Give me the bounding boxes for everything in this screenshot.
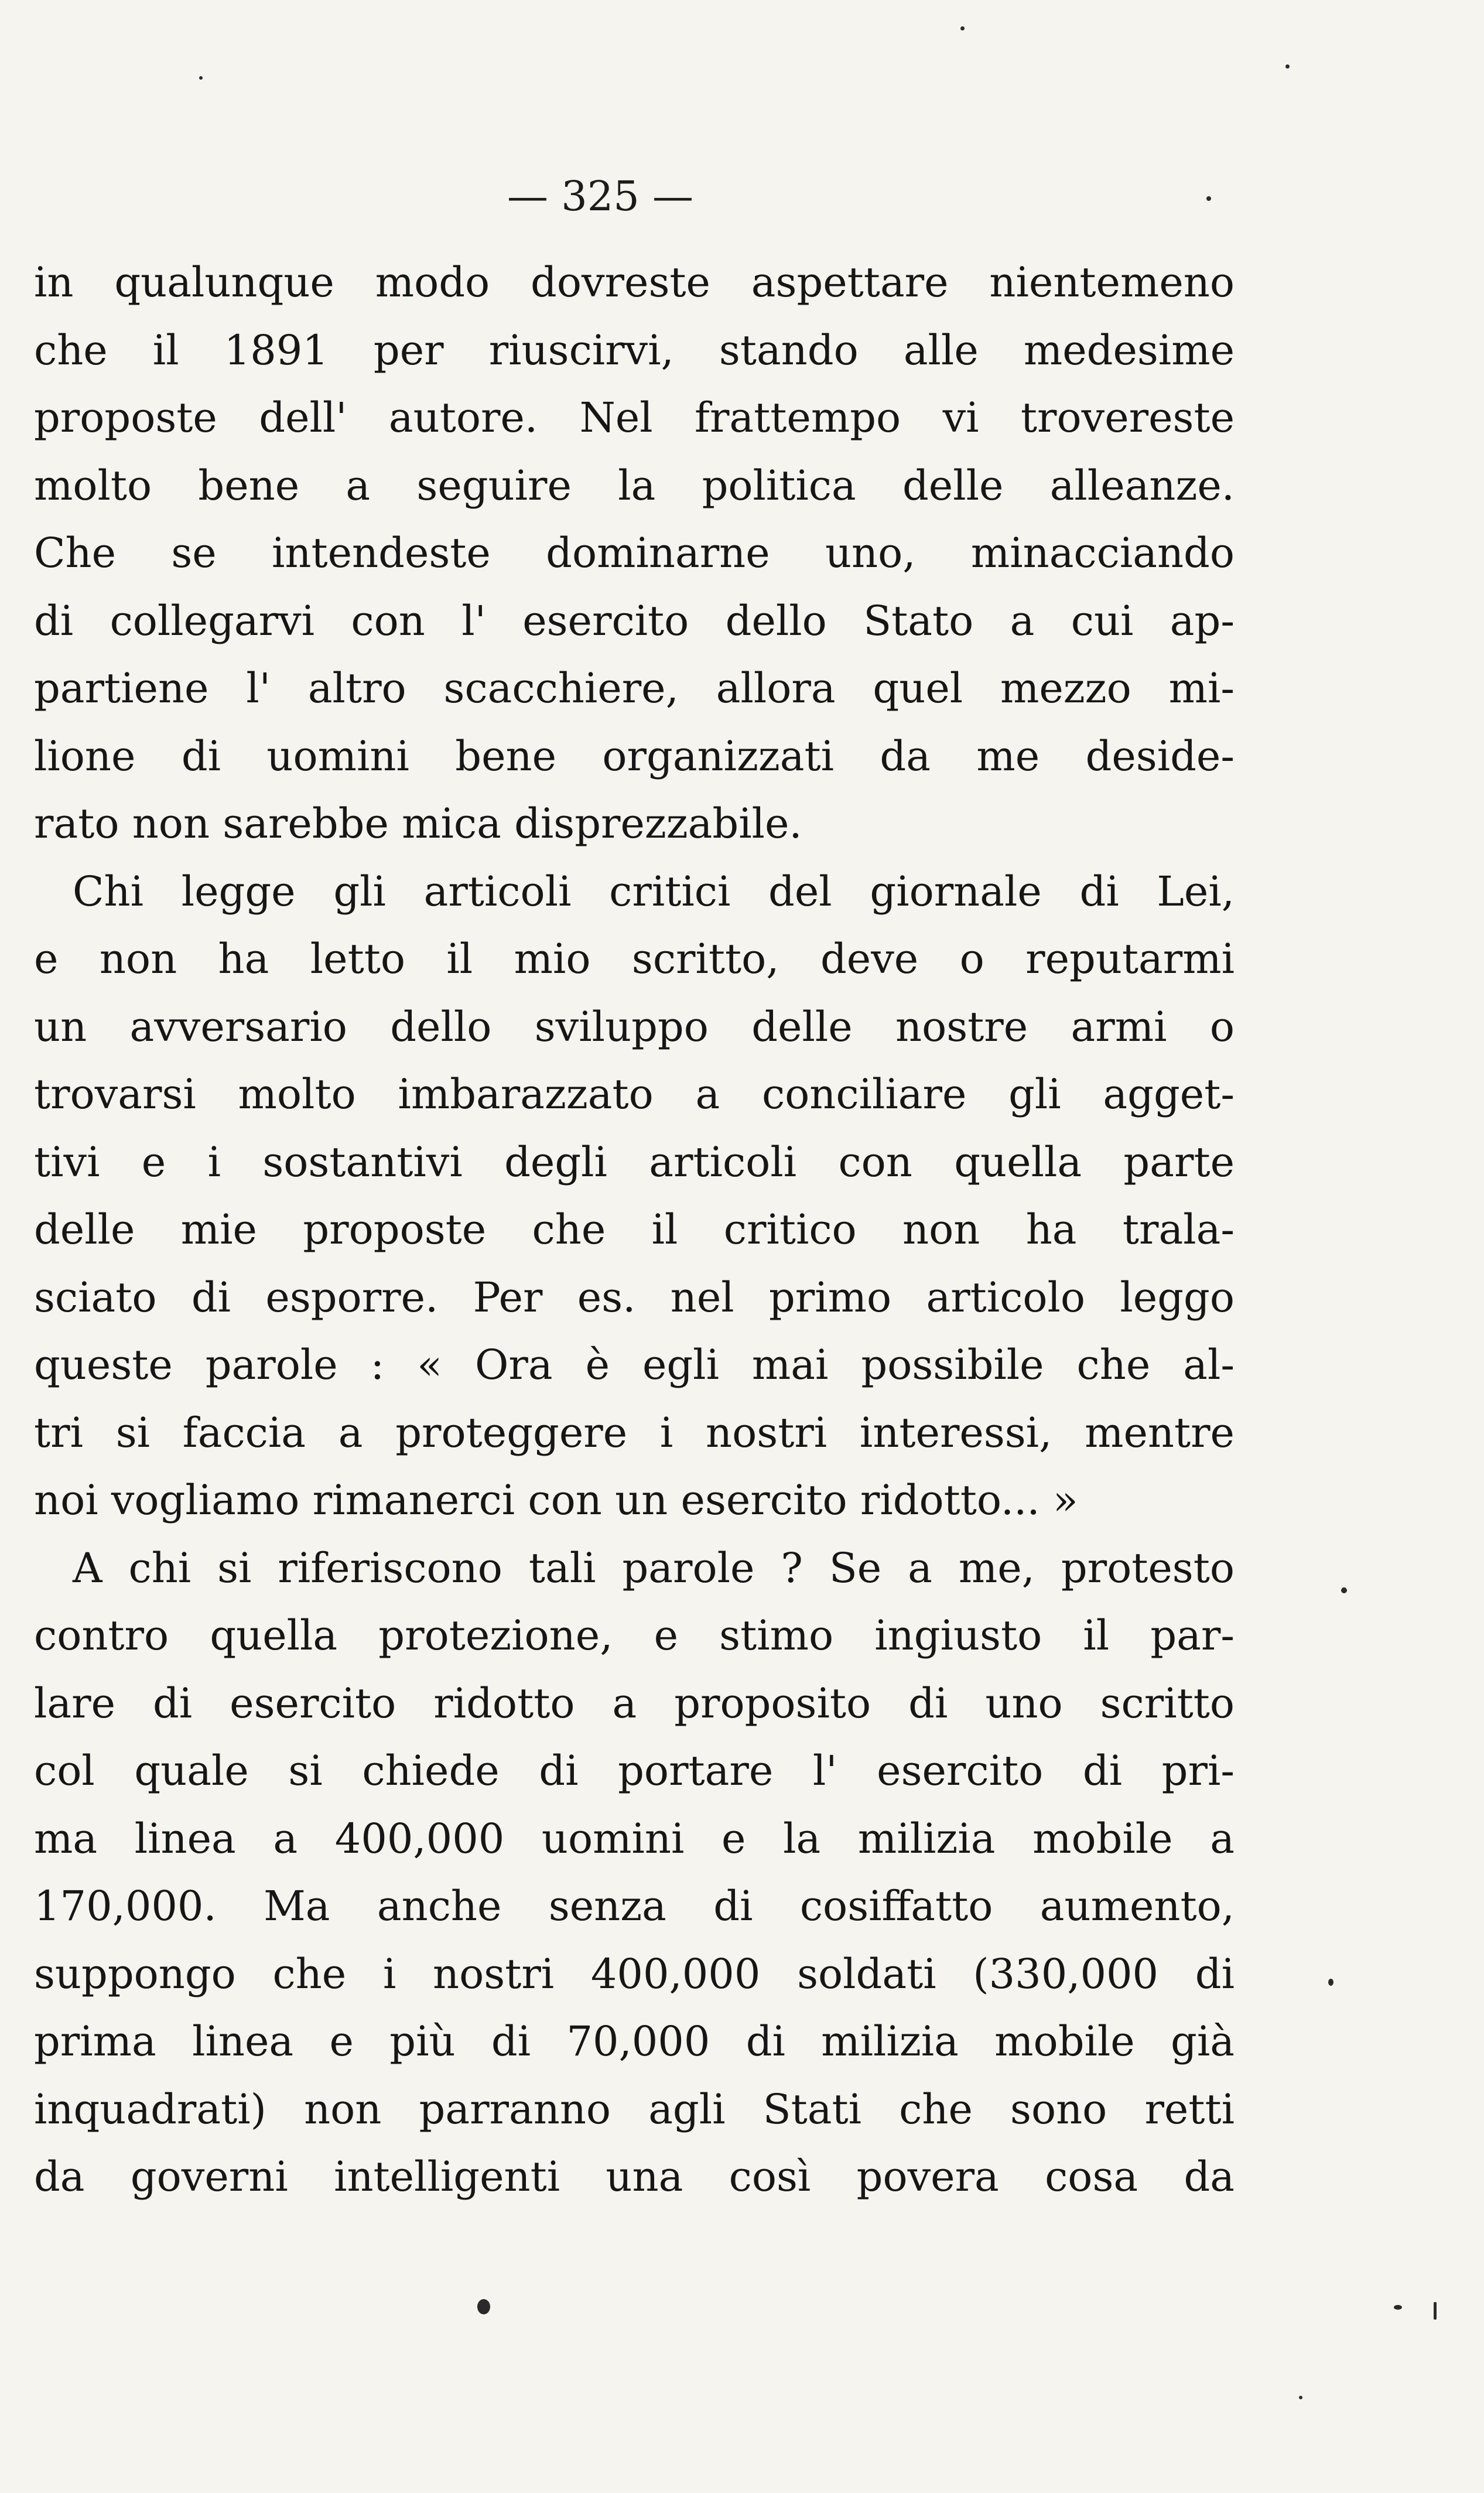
text-line: e non ha letto il mio scritto, deve o reputarmi bbox=[34, 935, 1235, 983]
scan-speck bbox=[1341, 1587, 1347, 1593]
body-text bbox=[34, 249, 1235, 2211]
scan-speck bbox=[1285, 64, 1290, 69]
scan-speck bbox=[1299, 2396, 1302, 2399]
text-line: un avversario dello sviluppo delle nostre armi o bbox=[34, 1002, 1235, 1051]
text-line: 170,000. Ma anche senza di cosiffatto aumento, bbox=[34, 1882, 1235, 1930]
text-line: lione di uomini bene organizzati da me deside- bbox=[34, 732, 1235, 780]
text-line: inquadrati) non parranno agli Stati che sono retti bbox=[34, 2085, 1235, 2133]
text-line: prima linea e più di 70,000 di milizia mobile già bbox=[34, 2017, 1235, 2065]
text-line: ma linea a 400,000 uomini e la milizia mobile a bbox=[34, 1814, 1235, 1863]
text-line: suppongo che i nostri 400,000 soldati (330,000 di bbox=[34, 1949, 1235, 1998]
text-line: delle mie proposte che il critico non ha trala- bbox=[34, 1205, 1235, 1254]
text-line: A chi si riferiscono tali parole ? Se a me, protesto bbox=[73, 1543, 1235, 1592]
text-line: rato non sarebbe mica disprezzabile. bbox=[34, 800, 802, 848]
text-line: trovarsi molto imbarazzato a conciliare gli agget- bbox=[34, 1070, 1235, 1118]
text-line: lare di esercito ridotto a proposito di uno scritto bbox=[34, 1679, 1235, 1727]
text-line: partiene l' altro scacchiere, allora quel mezzo mi- bbox=[34, 664, 1235, 712]
text-line: da governi intelligenti una così povera cosa da bbox=[34, 2153, 1235, 2201]
scan-speck bbox=[1434, 2302, 1437, 2320]
text-line: in qualunque modo dovreste aspettare nientemeno bbox=[34, 258, 1235, 306]
text-line: queste parole : « Ora è egli mai possibile che al- bbox=[34, 1341, 1235, 1389]
text-line: noi vogliamo rimanerci con un esercito ridotto... » bbox=[34, 1476, 1078, 1524]
text-line: col quale si chiede di portare l' esercito di pri- bbox=[34, 1747, 1235, 1795]
text-line: tivi e i sostantivi degli articoli con quella parte bbox=[34, 1138, 1235, 1186]
text-line: sciato di esporre. Per es. nel primo articolo leggo bbox=[34, 1273, 1235, 1321]
text-line: contro quella protezione, e stimo ingiusto il par- bbox=[34, 1611, 1235, 1659]
scan-speck bbox=[477, 2299, 490, 2314]
text-line: proposte dell' autore. Nel frattempo vi trovereste bbox=[34, 394, 1235, 442]
scan-speck bbox=[1394, 2305, 1402, 2310]
text-line: Chi legge gli articoli critici del giornale di Lei, bbox=[73, 867, 1235, 916]
scan-speck bbox=[960, 26, 965, 30]
page-number: — 325 — bbox=[507, 172, 694, 220]
text-line: Che se intendeste dominarne uno, minacciando bbox=[34, 529, 1235, 577]
text-line: molto bene a seguire la politica delle alleanze. bbox=[34, 461, 1235, 510]
text-line: tri si faccia a proteggere i nostri interessi, mentre bbox=[34, 1408, 1235, 1457]
text-line: che il 1891 per riuscirvi, stando alle medesime bbox=[34, 326, 1235, 374]
text-line: di collegarvi con l' esercito dello Stato a cui ap- bbox=[34, 596, 1235, 645]
scan-speck bbox=[199, 76, 203, 80]
scan-speck bbox=[1206, 196, 1211, 201]
scan-speck bbox=[1328, 1979, 1333, 1986]
